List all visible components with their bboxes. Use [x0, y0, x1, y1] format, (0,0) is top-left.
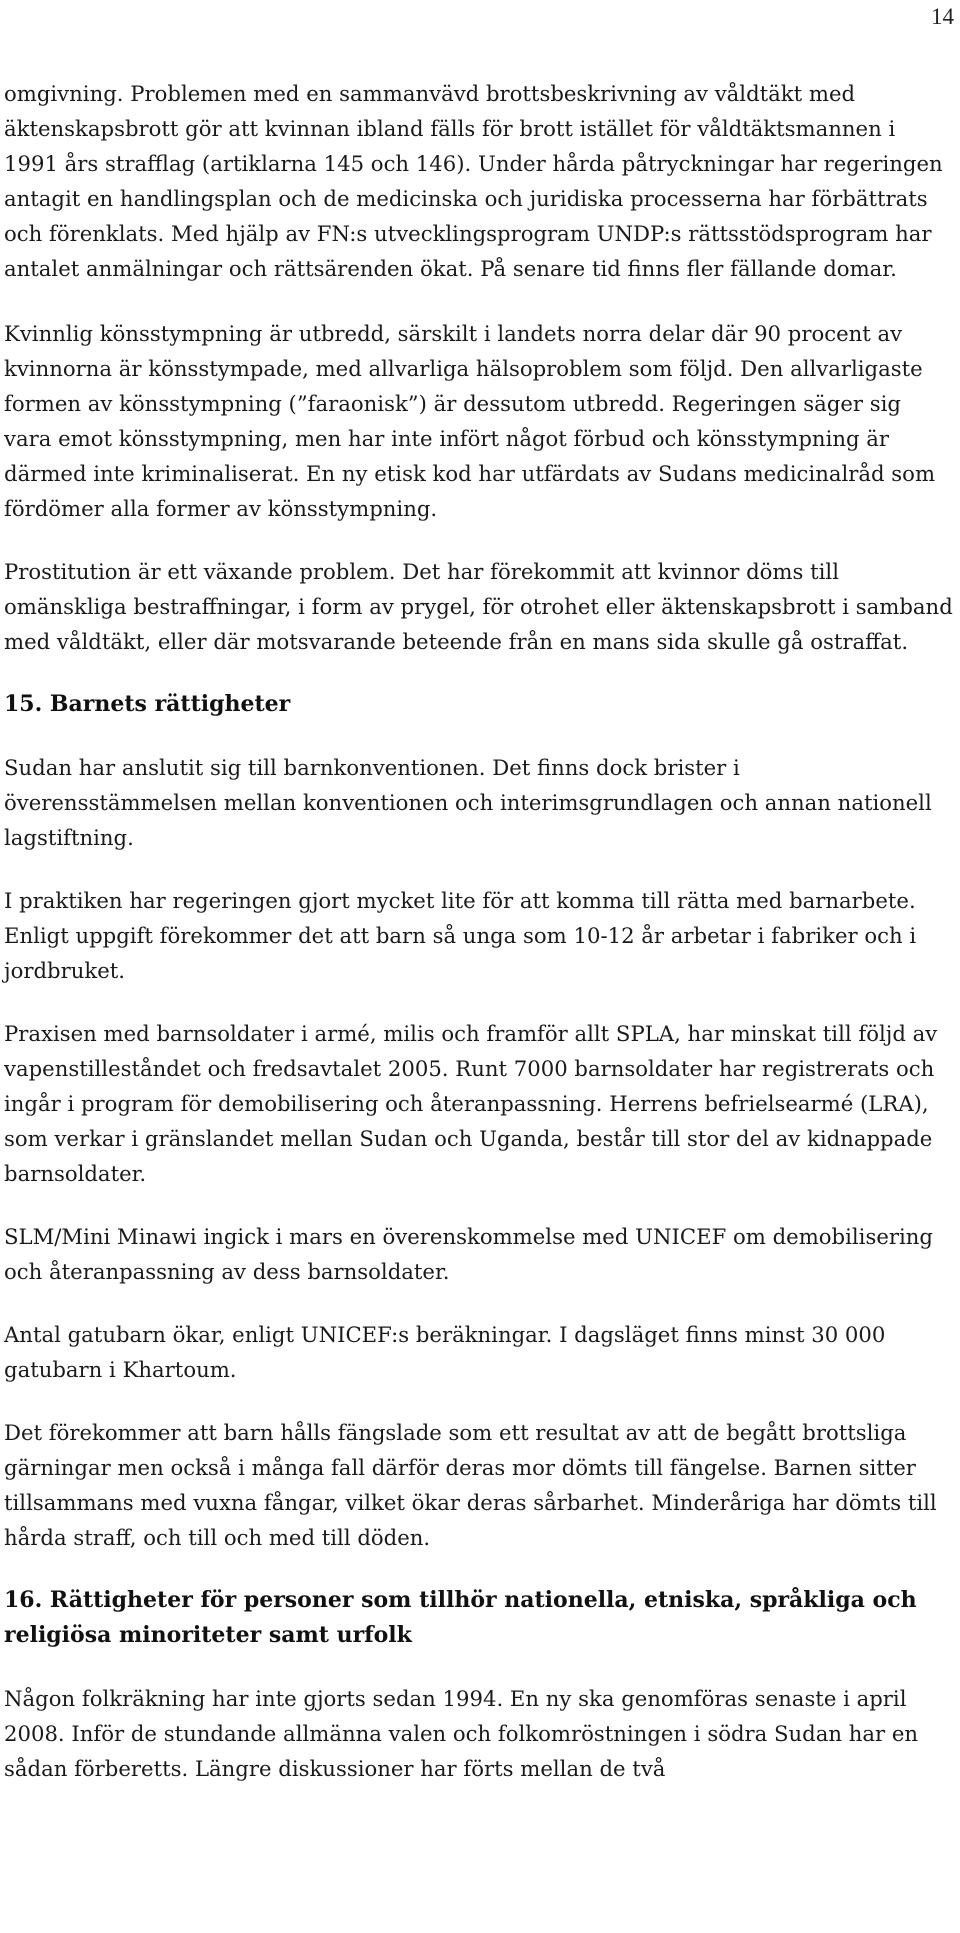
paragraph: I praktiken har regeringen gjort mycket lite för att komma till rätta med barnarbete. Enligt uppgift förekommer det att barn så unga som 10-12 år arbetar i fabriker och i jordbruket.: [4, 888, 917, 983]
section-heading: 16. Rättigheter för personer som tillhör nationella, etniska, språkliga och religiösa minoriteter samt urfolk: [4, 1587, 917, 1648]
paragraph: Någon folkräkning har inte gjorts sedan 1994. En ny ska genomföras senaste i april 2008. Inför de stundande allmänna valen och folkomröstningen i södra Sudan har en sådan förberetts. Längre diskussioner har förts mellan de två: [4, 1686, 919, 1781]
paragraph: Prostitution är ett växande problem. Det har förekommit att kvinnor döms till omänskliga bestraffningar, i form av prygel, för otrohet eller äktenskapsbrott i samband med våldtäkt, eller där motsvarande beteende från en mans sida skulle gå ostraffat.: [4, 559, 953, 654]
document-body: [4, 76, 954, 1814]
paragraph: Sudan har anslutit sig till barnkonventionen. Det finns dock brister i överensstämmelsen mellan konventionen och interimsgrundlagen och annan nationell lagstiftning.: [4, 755, 932, 850]
paragraph: Antal gatubarn ökar, enligt UNICEF:s beräkningar. I dagsläget finns minst 30 000 gatubarn i Khartoum.: [4, 1322, 886, 1382]
paragraph: Kvinnlig könsstympning är utbredd, särskilt i landets norra delar där 90 procent av kvinnorna är könsstympade, med allvarliga hälsoproblem som följd. Den allvarligaste formen av könsstympning (”faraonisk”) är dessutom utbredd. Regeringen säger sig vara emot könsstympning, men har inte infört något förbud och könsstympning är därmed inte kriminaliserat. En ny etisk kod har utfärdats av Sudans medicinalråd som fördömer alla former av könsstympning.: [4, 321, 936, 521]
paragraph: omgivning. Problemen med en sammanvävd brottsbeskrivning av våldtäkt med äktenskapsbrott gör att kvinnan ibland fälls för brott istället för våldtäktsmannen i 1991 års strafflag (artiklarna 145 och 146). Under hårda påtryckningar har regeringen antagit en handlingsplan och de medicinska och juridiska processerna har förbättrats och förenklats. Med hjälp av FN:s utvecklingsprogram UNDP:s rättsstödsprogram har antalet anmälningar och rättsärenden ökat. På senare tid finns fler fällande domar.: [4, 81, 943, 281]
paragraph: Praxisen med barnsoldater i armé, milis och framför allt SPLA, har minskat till följd av vapenstilleståndet och fredsavtalet 2005. Runt 7000 barnsoldater har registrerats och ingår i program för demobilisering och återanpassning. Herrens befrielsearmé (LRA), som verkar i gränslandet mellan Sudan och Uganda, består till stor del av kidnappade barnsoldater.: [4, 1021, 938, 1186]
paragraph: SLM/Mini Minawi ingick i mars en överenskommelse med UNICEF om demobilisering och återanpassning av dess barnsoldater.: [4, 1224, 933, 1284]
paragraph: Det förekommer att barn hålls fängslade som ett resultat av att de begått brottsliga gärningar men också i många fall därför deras mor dömts till fängelse. Barnen sitter tillsammans med vuxna fångar, vilket ökar deras sårbarhet. Minderåriga har dömts till hårda straff, och till och med till döden.: [4, 1420, 937, 1550]
section-heading: 15. Barnets rättigheter: [4, 691, 291, 717]
page-number: 14: [931, 4, 954, 29]
